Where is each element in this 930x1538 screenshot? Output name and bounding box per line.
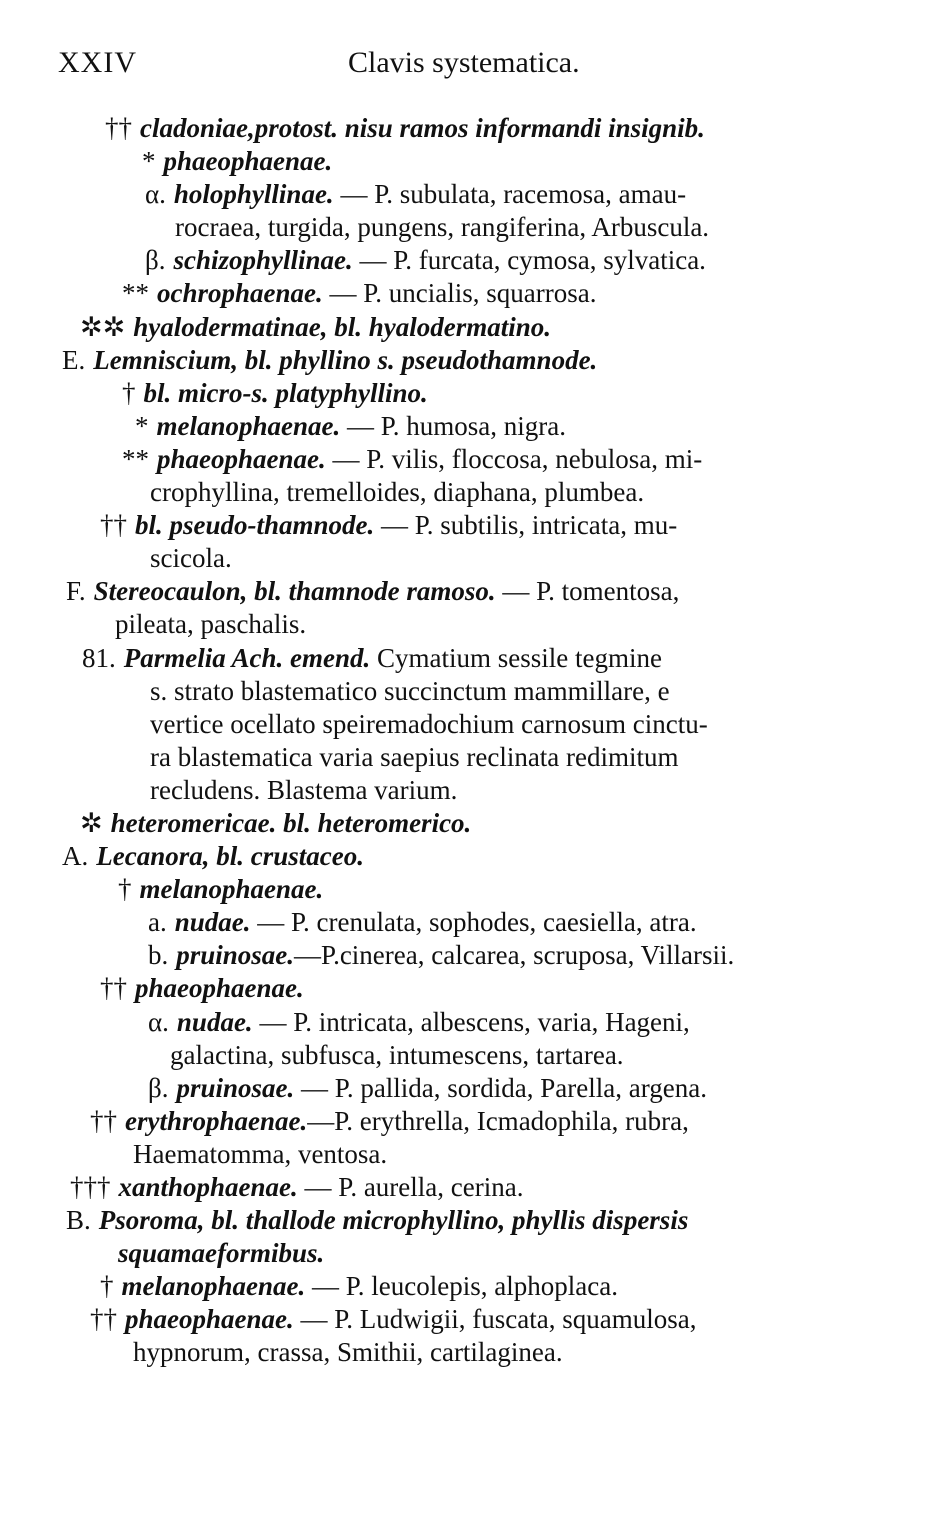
- text-line: [0, 906, 930, 939]
- line-marker: ✲✲: [80, 311, 126, 342]
- text-line: [0, 708, 930, 741]
- text-line: [0, 1237, 930, 1270]
- taxon-heading: cladoniae,protost. nisu ramos informandi insignib.: [140, 113, 705, 143]
- text-line: [0, 1006, 930, 1039]
- species-list: — P. pallida, sordida, Parella, argena.: [294, 1072, 707, 1103]
- species-list: — P. uncialis, squarrosa.: [322, 278, 597, 309]
- text-line: [0, 211, 930, 244]
- running-title: Clavis systematica.: [348, 46, 580, 79]
- species-list: pileata, paschalis.: [115, 609, 307, 640]
- taxon-heading: squamaeformibus.: [118, 1238, 325, 1269]
- line-marker: **: [122, 278, 149, 309]
- text-line: [0, 1336, 930, 1369]
- taxon-heading: Lecanora, bl. crustaceo.: [96, 841, 364, 872]
- taxon-heading: pruinosae.: [176, 1072, 295, 1103]
- text-line: [0, 939, 930, 972]
- species-list: — P. leucolepis, alphoplaca.: [305, 1271, 618, 1302]
- taxon-heading: melanophaenae.: [139, 874, 324, 905]
- line-marker: b.: [148, 940, 169, 971]
- text-line: [0, 1138, 930, 1171]
- text-line: [0, 244, 930, 277]
- text-line: [0, 443, 930, 476]
- taxon-heading: holophyllinae.: [173, 179, 334, 210]
- species-list: — P. crenulata, sophodes, caesiella, atra.: [250, 907, 697, 938]
- text-line: [0, 741, 930, 774]
- species-list: — P. intricata, albescens, varia, Hageni,: [252, 1006, 690, 1037]
- species-list: vertice ocellato speiremadochium carnosum cinctu-: [150, 708, 708, 739]
- species-list: Cymatium sessile tegmine: [370, 642, 662, 673]
- species-list: — P. tomentosa,: [495, 576, 680, 607]
- line-marker: *: [142, 146, 156, 177]
- taxon-heading: melanophaenae.: [156, 410, 341, 441]
- taxon-heading: pruinosae.: [176, 940, 295, 971]
- line-marker: †††: [70, 1172, 111, 1202]
- species-list: crophyllina, tremelloides, diaphana, plumbea.: [150, 477, 645, 508]
- text-line: [0, 145, 930, 178]
- page-header: [58, 46, 878, 90]
- text-line: [0, 542, 930, 575]
- text-line: [0, 311, 930, 344]
- line-marker: †: [122, 377, 136, 408]
- taxon-heading: erythrophaenae.: [125, 1105, 308, 1136]
- taxon-heading: phaeophaenae.: [163, 146, 333, 177]
- taxon-heading: Stereocaulon, bl. thamnode ramoso.: [93, 576, 496, 607]
- species-list: —P.cinerea, calcarea, scruposa, Villarsii.: [294, 940, 735, 971]
- line-marker: ††: [90, 1304, 117, 1335]
- text-line: [0, 840, 930, 873]
- taxon-heading: hyalodermatinae, bl. hyalodermatino.: [133, 311, 552, 342]
- line-marker: **: [122, 443, 149, 474]
- species-list: — P. subtilis, intricata, mu-: [374, 510, 678, 541]
- text-line: [0, 807, 930, 840]
- line-marker: ††: [105, 113, 132, 143]
- taxon-heading: xanthophaenae.: [118, 1172, 298, 1202]
- text-line: [0, 1303, 930, 1336]
- text-line: [0, 377, 930, 410]
- species-list: Haematomma, ventosa.: [133, 1138, 388, 1169]
- text-line: [0, 873, 930, 906]
- species-list: — P. subulata, racemosa, amau-: [333, 179, 687, 210]
- text-line: [0, 277, 930, 310]
- text-line: [0, 1204, 930, 1237]
- species-list: — P. furcata, cymosa, sylvatica.: [352, 245, 706, 276]
- text-line: [0, 675, 930, 708]
- taxon-heading: heteromericae. bl. heteromerico.: [110, 807, 472, 838]
- taxon-heading: Psoroma, bl. thallode microphyllino, phyllis dispersis: [98, 1205, 689, 1236]
- species-list: recludens. Blastema varium.: [150, 774, 458, 805]
- taxon-heading: phaeophaenae.: [157, 443, 326, 474]
- taxon-heading: nudae.: [174, 907, 251, 938]
- line-marker: α.: [145, 179, 166, 210]
- taxon-heading: phaeophaenae.: [125, 1304, 294, 1335]
- text-line: [0, 575, 930, 608]
- line-marker: *: [135, 410, 149, 441]
- text-line: [0, 344, 930, 377]
- body-text: [0, 112, 930, 1370]
- line-marker: α.: [148, 1006, 169, 1037]
- text-line: [0, 1105, 930, 1138]
- taxon-heading: nudae.: [176, 1006, 253, 1037]
- species-list: rocraea, turgida, pungens, rangiferina, Arbuscula.: [175, 212, 710, 243]
- line-marker: F.: [66, 576, 86, 607]
- taxon-heading: ochrophaenae.: [157, 278, 323, 309]
- taxon-heading: bl. pseudo-thamnode.: [135, 510, 375, 541]
- line-marker: †: [118, 874, 132, 905]
- text-line: [0, 1171, 930, 1204]
- line-marker: a.: [148, 907, 167, 938]
- text-line: [0, 112, 930, 145]
- text-line: [0, 774, 930, 807]
- taxon-heading: bl. micro-s. platyphyllino.: [143, 377, 428, 408]
- species-list: — P. Ludwigii, fuscata, squamulosa,: [293, 1304, 697, 1335]
- species-list: — P. aurella, cerina.: [297, 1172, 524, 1202]
- line-marker: 81.: [82, 642, 116, 673]
- taxon-heading: Parmelia Ach. emend.: [123, 642, 371, 673]
- text-line: [0, 642, 930, 675]
- line-marker: β.: [148, 1072, 169, 1103]
- line-marker: B.: [66, 1205, 91, 1236]
- species-list: — P. vilis, floccosa, nebulosa, mi-: [325, 443, 703, 474]
- page-number: XXIV: [58, 46, 137, 79]
- line-marker: †: [100, 1271, 114, 1302]
- text-line: [0, 410, 930, 443]
- text-line: [0, 608, 930, 641]
- line-marker: ††: [100, 510, 127, 541]
- text-line: [0, 1072, 930, 1105]
- text-line: [0, 509, 930, 542]
- text-line: [0, 178, 930, 211]
- line-marker: ††: [100, 973, 127, 1004]
- text-line: [0, 1039, 930, 1072]
- species-list: galactina, subfusca, intumescens, tartarea.: [170, 1039, 624, 1070]
- text-line: [0, 972, 930, 1005]
- text-line: [0, 476, 930, 509]
- line-marker: E.: [62, 344, 86, 375]
- taxon-heading: melanophaenae.: [121, 1271, 306, 1302]
- species-list: ra blastematica varia saepius reclinata redimitum: [150, 741, 679, 772]
- text-line: [0, 1270, 930, 1303]
- line-marker: ††: [90, 1105, 117, 1136]
- species-list: — P. humosa, nigra.: [340, 410, 567, 441]
- taxon-heading: schizophyllinae.: [173, 245, 353, 276]
- taxon-heading: phaeophaenae.: [135, 973, 304, 1004]
- taxon-heading: Lemniscium, bl. phyllino s. pseudothamnode.: [93, 344, 598, 375]
- species-list: —P. erythrella, Icmadophila, rubra,: [307, 1105, 689, 1136]
- species-list: scicola.: [150, 543, 232, 574]
- line-marker: A.: [62, 841, 89, 872]
- species-list: hypnorum, crassa, Smithii, cartilaginea.: [133, 1337, 563, 1368]
- species-list: s. strato blastematico succinctum mammillare, e: [150, 675, 670, 706]
- line-marker: β.: [145, 245, 166, 276]
- line-marker: ✲: [80, 807, 103, 838]
